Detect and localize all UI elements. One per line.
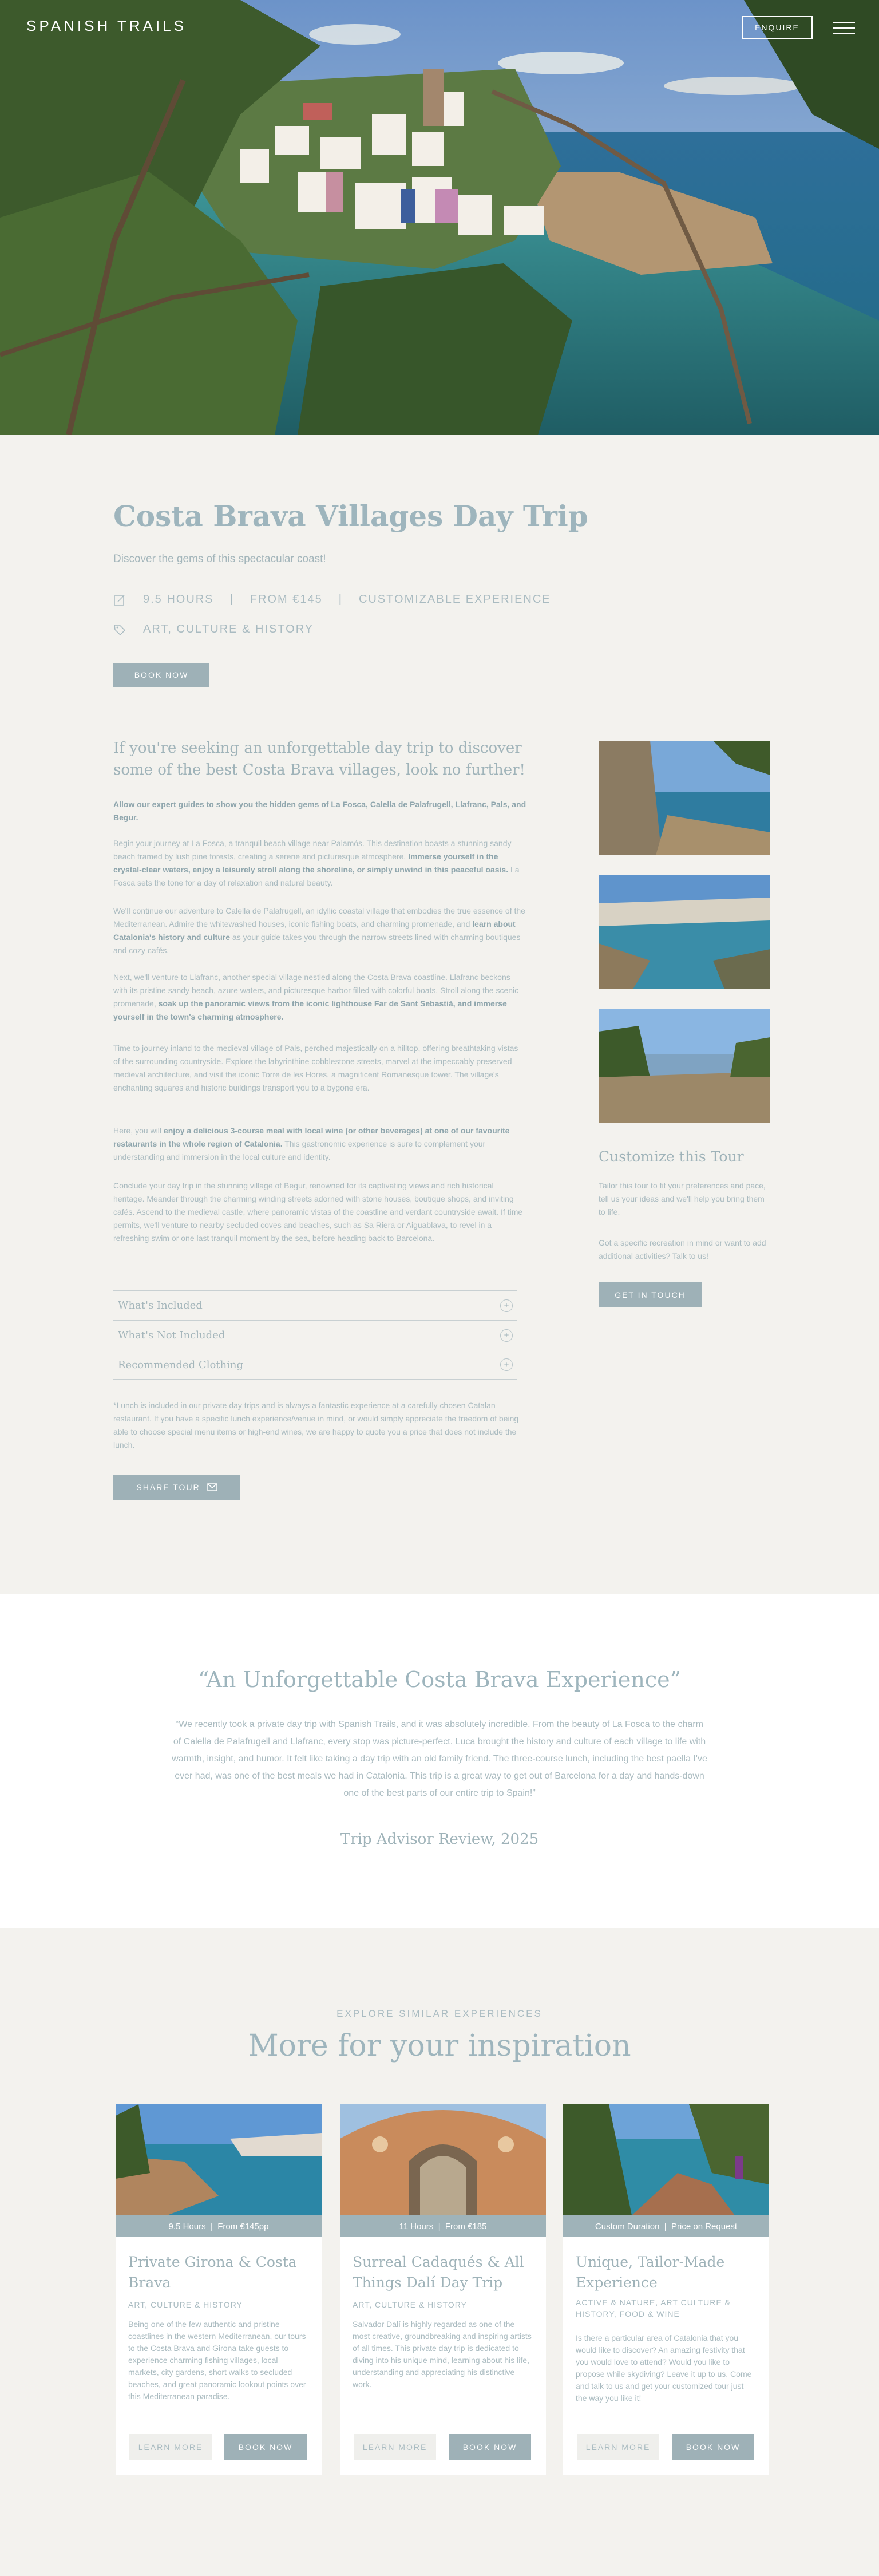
card-info-strip: 11 Hours | From €185 xyxy=(340,2215,546,2237)
review-source: Trip Advisor Review, 2025 xyxy=(340,1831,539,1848)
share-tour-button[interactable] xyxy=(113,1475,240,1500)
side-photo-3 xyxy=(599,1009,770,1123)
tour-category-row xyxy=(113,623,314,636)
paragraph-4 xyxy=(113,971,526,1024)
experience-card xyxy=(116,2104,322,2475)
paragraph-6 xyxy=(113,1124,526,1164)
review-title: “An Unforgettable Costa Brava Experience” xyxy=(197,1667,682,1692)
accordion-label: What's Not Included xyxy=(118,1329,225,1341)
card-title[interactable]: Surreal Cadaqués & All Things Dalí Day Trip xyxy=(353,2254,524,2291)
tour-meta: 9.5 HOURS | FROM €145 | CUSTOMIZABLE EXPERIENCE xyxy=(113,593,551,606)
book-now-button[interactable]: BOOK NOW xyxy=(113,663,209,687)
card-title[interactable]: Private Girona & Costa Brava xyxy=(128,2254,297,2291)
experience-card xyxy=(563,2104,769,2475)
accordion-clothing[interactable] xyxy=(113,1350,517,1380)
mail-icon xyxy=(207,1483,217,1491)
paragraph-3 xyxy=(113,904,526,957)
card-description: Being one of the few authentic and pristine coastlines in the western Mediterranean, our tours to the Costa Brava and Girona take guests to experience charming fishing villages, local markets, city gardens, short walks to secluded beaches, and great panoramic lookout points over this Mediterranean paradise. xyxy=(128,2320,306,2401)
card-book-now-button[interactable]: BOOK NOW xyxy=(449,2434,531,2460)
card-price: From €185 xyxy=(445,2221,487,2231)
paragraph-5: Time to journey inland to the medieval village of Pals, perched majestically on a hilltop, offering breathtaking vistas of the surrounding countryside. Explore the labyrinthine cobblestone streets, marvel at the impeccably preserved medieval architecture, and visit the iconic Torre de les Hores, a magnificent Romanesque tower. The village's enchanting squares and historic buildings transport you to a bygone era. xyxy=(113,1044,518,1092)
card-photo xyxy=(563,2104,769,2215)
experience-card xyxy=(340,2104,546,2475)
paragraph-3b: learn about Catalonia's history and culture xyxy=(113,919,516,942)
side-photo-1 xyxy=(599,741,770,855)
paragraph-6c: This gastronomic experience is sure to complement your understanding and immersion in the local culture and identity. xyxy=(113,1139,486,1161)
card-price: From €145pp xyxy=(217,2221,269,2231)
card-description: Is there a particular area of Catalonia that you would like to discover? An amazing festivity that you would love to attend? Would you like to propose while skydiving? Leave it up to us. Come and talk to us and get your customized tour just the way you like it! xyxy=(576,2333,752,2403)
plus-icon[interactable]: + xyxy=(500,1299,513,1312)
menu-icon[interactable] xyxy=(833,22,855,34)
tour-type: CUSTOMIZABLE EXPERIENCE xyxy=(358,593,551,606)
customize-text-1: Tailor this tour to fit your preferences and pace, tell us your ideas and we'll help you bring them to life. xyxy=(599,1181,766,1216)
paragraph-2a: Begin your journey at La Fosca, a tranquil beach village near Palamós. This destination boasts a stunning sandy beach framed by lush pine forests, creating a serene and picturesque atmosphere. xyxy=(113,839,512,861)
plus-icon[interactable]: + xyxy=(500,1329,513,1342)
card-category: ACTIVE & NATURE, ART CULTURE & HISTORY, FOOD & WINE xyxy=(576,2298,731,2318)
brand-logo[interactable]: SPANISH TRAILS xyxy=(26,17,187,34)
enquire-button[interactable]: ENQUIRE xyxy=(742,16,813,39)
lunch-note: *Lunch is included in our private day trips and is always a fantastic experience at a carefully chosen Catalan restaurant. If you have a specific lunch experience/venue in mind, or would simply appreciate the freedom of being able to choose special menu items or high-end wines, we are happy to quote you a price that does not include the lunch. xyxy=(113,1401,519,1449)
intro-heading: If you're seeking an unforgettable day trip to discover some of the best Costa Brava villages, look no further! xyxy=(113,740,525,779)
card-title[interactable]: Unique, Tailor-Made Experience xyxy=(576,2254,725,2291)
review-text: “We recently took a private day trip with Spanish Trails, and it was absolutely incredible. From the beauty of La Fosca to the charm of Calella de Palafrugell and Llafranc, every stop was picture-perfect. Luca brought the history and culture of each village to life with warmth, insight, and humor. It felt like taking a day trip with an old family friend. The three-course lunch, including the best paella I've ever had, was one of the best meals we had in Catalonia. This trip is a great way to get out of Barcelona for a day and hands-down one of the best parts of our entire trip to Spain!” xyxy=(172,1720,707,1798)
share-label: SHARE TOUR xyxy=(136,1483,200,1492)
card-photo xyxy=(340,2104,546,2215)
accordion-label: Recommended Clothing xyxy=(118,1358,243,1371)
card-info-strip: 9.5 Hours | From €145pp xyxy=(116,2215,322,2237)
customize-title: Customize this Tour xyxy=(599,1148,744,1165)
tour-price: FROM €145 xyxy=(250,593,323,606)
accordion-not-included[interactable] xyxy=(113,1320,517,1350)
card-book-now-button[interactable]: BOOK NOW xyxy=(224,2434,307,2460)
edit-icon xyxy=(113,594,126,606)
paragraph-6b: enjoy a delicious 3-course meal with local wine (or other beverages) at one of our favourite restaurants in the whole region of Catalonia. xyxy=(113,1126,510,1148)
tour-subtitle: Discover the gems of this spectacular coast! xyxy=(113,553,326,565)
card-price: Price on Request xyxy=(671,2221,738,2231)
card-duration: 11 Hours xyxy=(399,2221,434,2231)
paragraph-4a: Next, we'll venture to Llafranc, another special village nestled along the Costa Brava coastline. Llafranc beckons with its pristine sandy beach, azure waters, and picturesque harbor filled with colorful boats. Stroll along the scenic promenade, xyxy=(113,973,519,1008)
similar-heading: More for your inspiration xyxy=(248,2029,631,2063)
card-duration: 9.5 Hours xyxy=(168,2221,206,2231)
card-category: ART, CULTURE & HISTORY xyxy=(128,2300,243,2309)
tour-duration: 9.5 HOURS xyxy=(143,593,214,606)
card-book-now-button[interactable]: BOOK NOW xyxy=(672,2434,754,2460)
tour-category: ART, CULTURE & HISTORY xyxy=(143,623,314,635)
tour-title: Costa Brava Villages Day Trip xyxy=(113,499,588,533)
card-photo xyxy=(116,2104,322,2215)
paragraph-2b: Immerse yourself in the crystal-clear waters, enjoy a leisurely stroll along the shoreline, or simply unwind in this peaceful oasis. xyxy=(113,852,509,874)
accordion-included[interactable] xyxy=(113,1290,517,1320)
card-duration: Custom Duration xyxy=(595,2221,660,2231)
paragraph-7: Conclude your day trip in the stunning village of Begur, renowned for its captivating views and rich historical heritage. Meander through the charming winding streets adorned with stone houses, boutique shops, and inviting cafés. Ascend to the medieval castle, where panoramic vistas of the coastline and verdant countryside await. If time permits, we'll venture to nearby secluded coves and beaches, such as Sa Riera or Aiguablava, to revel in a refreshing swim or one last tranquil moment by the sea, before heading back to Barcelona. xyxy=(113,1181,523,1243)
paragraph-2 xyxy=(113,837,526,890)
similar-eyebrow: EXPLORE SIMILAR EXPERIENCES xyxy=(336,2008,543,2019)
paragraph-4b: soak up the panoramic views from the iconic lighthouse Far de Sant Sebastià, and immerse yourself in the town's charming atmosphere. xyxy=(113,999,507,1021)
learn-more-button[interactable]: LEARN MORE xyxy=(577,2434,659,2460)
customize-text-2: Got a specific recreation in mind or want to add additional activities? Talk to us! xyxy=(599,1238,766,1261)
get-in-touch-button[interactable]: GET IN TOUCH xyxy=(599,1282,702,1307)
learn-more-button[interactable]: LEARN MORE xyxy=(354,2434,436,2460)
plus-icon[interactable]: + xyxy=(500,1358,513,1371)
side-photo-2 xyxy=(599,875,770,989)
paragraph-1-text: Allow our expert guides to show you the hidden gems of La Fosca, Calella de Palafrugell, Llafranc, Pals, and Begur. xyxy=(113,800,526,822)
hero-image xyxy=(0,0,879,435)
paragraph-6a: Here, you will xyxy=(113,1126,164,1135)
card-category: ART, CULTURE & HISTORY xyxy=(353,2300,467,2309)
paragraph-2c: La Fosca sets the tone for a day of relaxation and natural beauty. xyxy=(113,865,520,887)
learn-more-button[interactable]: LEARN MORE xyxy=(129,2434,212,2460)
card-description: Salvador Dalí is highly regarded as one of the most creative, groundbreaking and inspiring artists of all times. This private day trip is dedicated to diving into his unique mind, learning about his life, understanding and appreciating his distinctive work. xyxy=(353,2320,532,2389)
paragraph-3a: We'll continue our adventure to Calella de Palafrugell, an idyllic coastal village that embodies the true essence of the Mediterranean. Admire the whitewashed houses, iconic fishing boats, and charming promenade, and xyxy=(113,906,525,929)
accordion-label: What's Included xyxy=(118,1299,203,1311)
tag-icon xyxy=(113,623,126,636)
paragraph-3c: as your guide takes you through the narrow streets lined with charming boutiques and cozy cafés. xyxy=(113,933,521,955)
card-info-strip: Custom Duration | Price on Request xyxy=(563,2215,769,2237)
paragraph-1 xyxy=(113,798,526,824)
